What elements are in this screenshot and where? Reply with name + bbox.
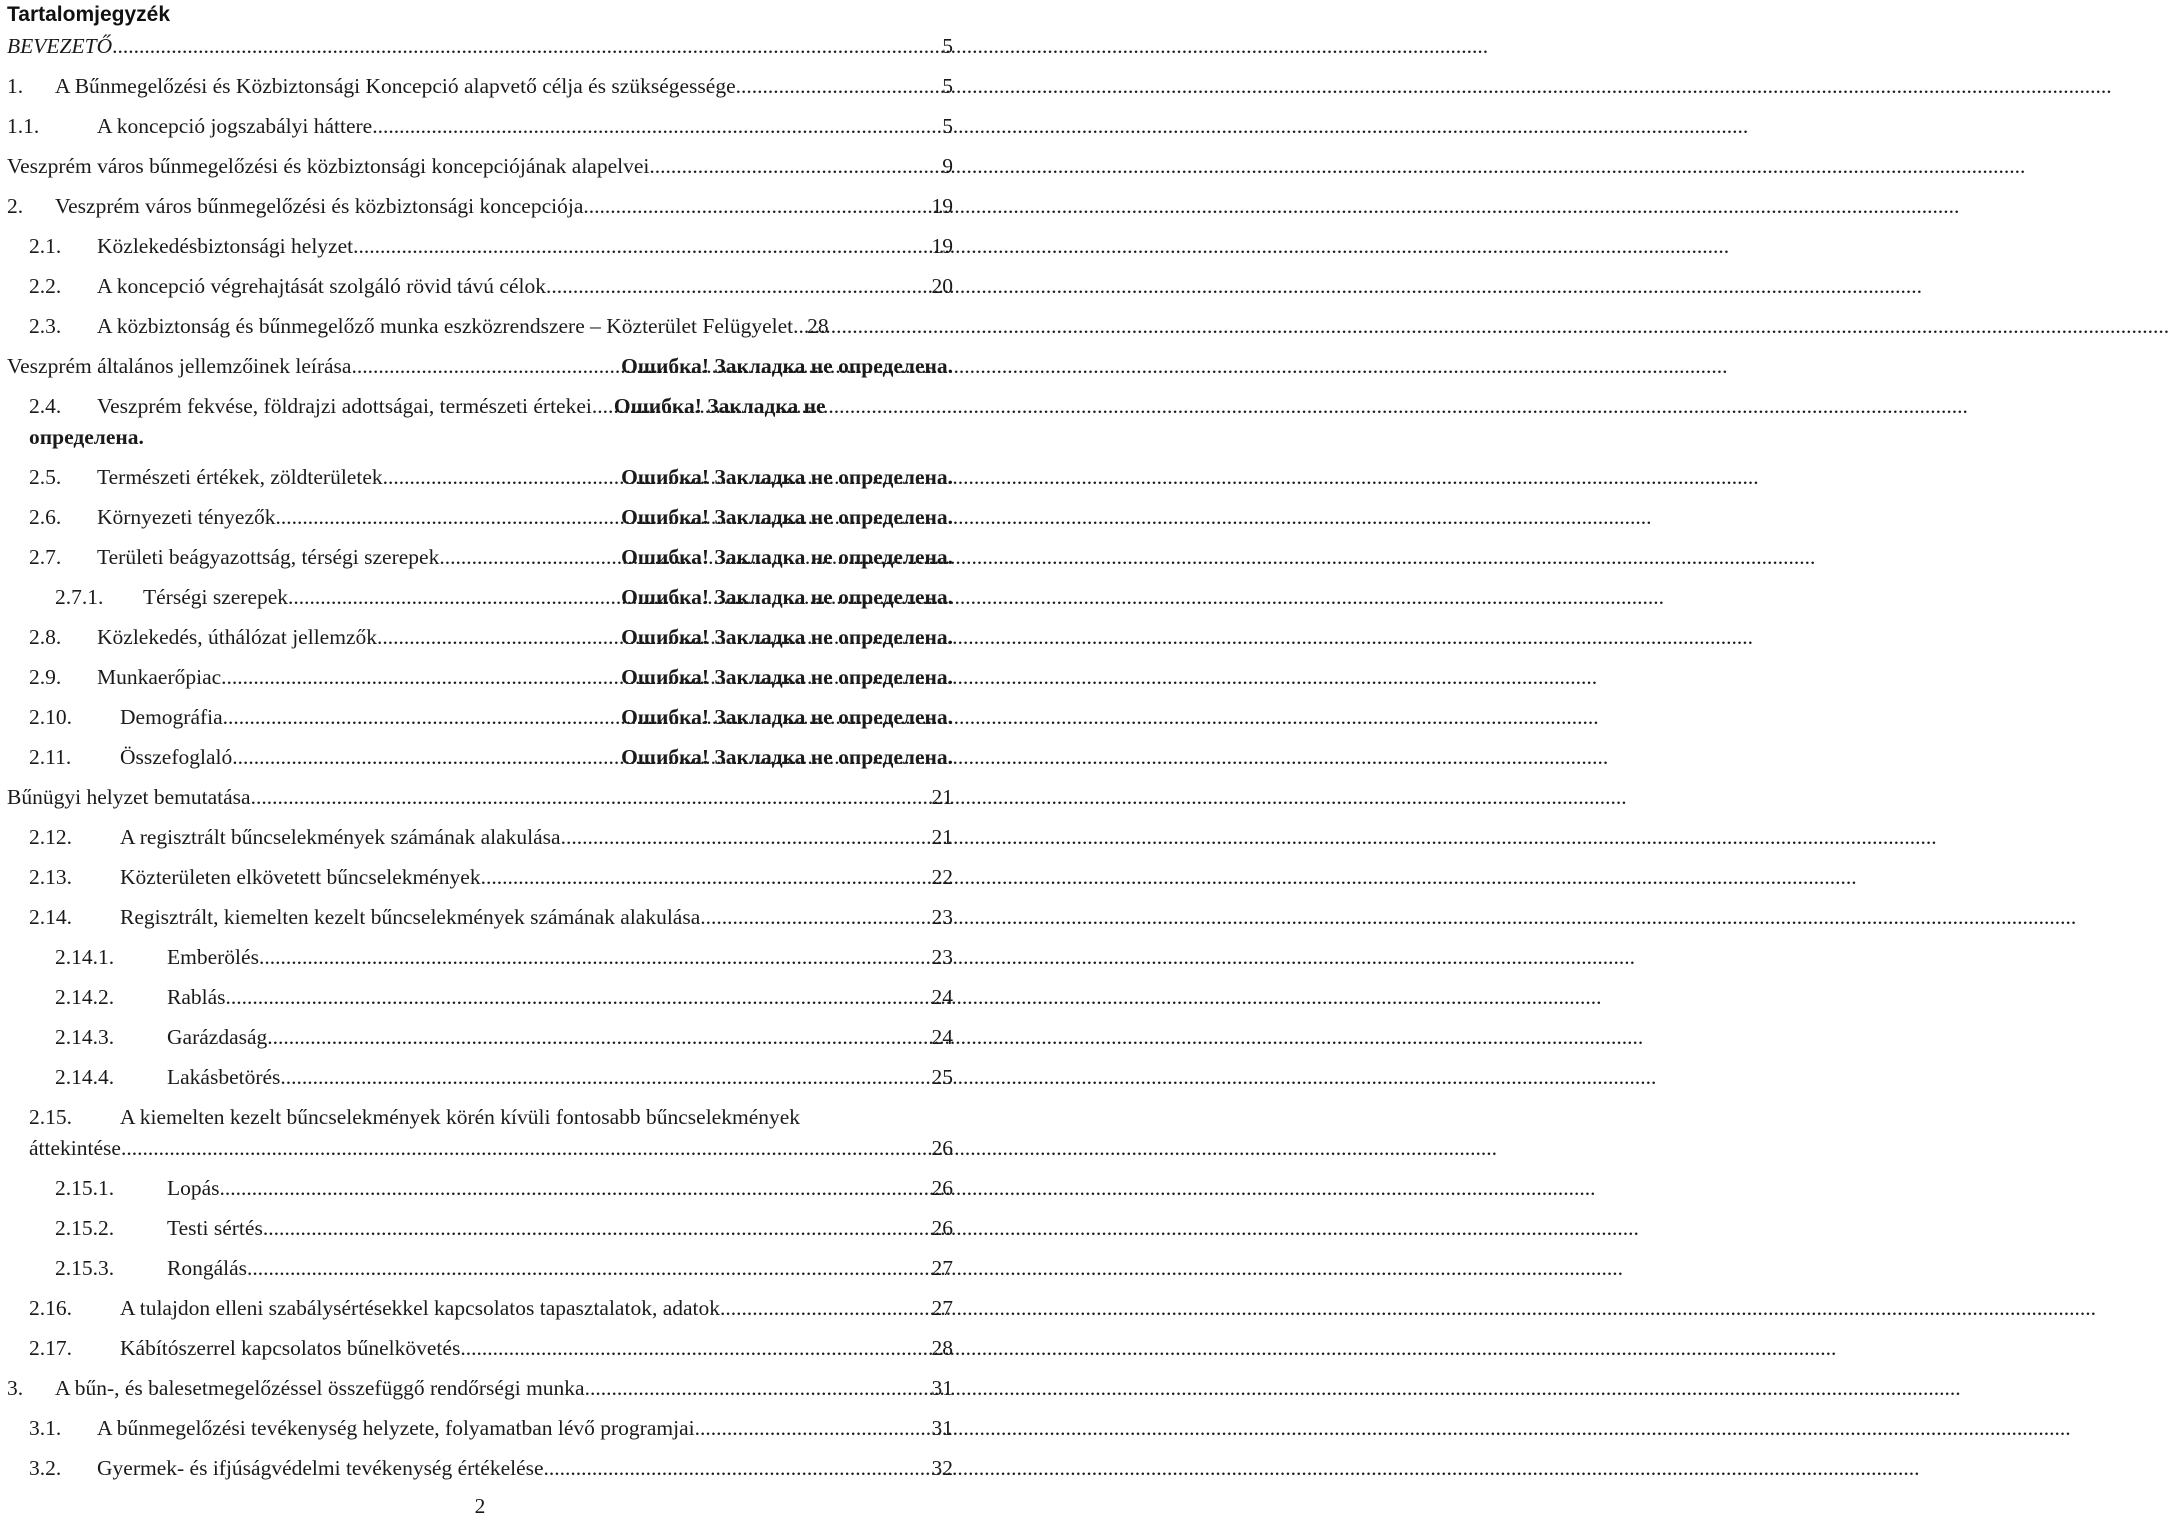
toc-entry-text: Rablás xyxy=(167,985,226,1009)
toc-entry-page: 24 xyxy=(931,1025,953,1049)
toc-entry-number: 3.1. xyxy=(29,1416,62,1440)
toc-entry-error: Ошибка! Закладка не определена. xyxy=(621,705,953,729)
toc-leader xyxy=(372,110,942,142)
toc-entry-text: A koncepció jogszabályi háttere xyxy=(97,114,373,138)
toc-leader xyxy=(481,861,932,893)
toc-entry-page: 31 xyxy=(931,1416,953,1440)
toc-entry-2-17[interactable] xyxy=(29,1332,953,1364)
toc-leader xyxy=(276,501,622,533)
toc-entry-page: 9 xyxy=(942,154,953,178)
toc-entry-text: A kiemelten kezelt bűncselekmények körén kívüli fontosabb bűncselekmények xyxy=(120,1105,801,1129)
toc-entry-text: Összefoglaló xyxy=(120,745,233,769)
toc-entry-2-3[interactable] xyxy=(29,310,953,342)
toc-entry-page: 32 xyxy=(931,1456,953,1480)
toc-entry-number: 2.7.1. xyxy=(55,585,104,609)
toc-entry-text: Veszprém város bűnmegelőzési és közbiztonsági koncepciójának alapelvei xyxy=(7,154,650,178)
toc-leader xyxy=(351,350,621,382)
toc-entry-2-15-3[interactable] xyxy=(55,1252,953,1284)
toc-leader xyxy=(793,310,807,342)
toc-entry-number: 2.14.2. xyxy=(55,985,115,1009)
toc-entry-2-4[interactable] xyxy=(29,390,953,422)
toc-entry-page: 28 xyxy=(931,1336,953,1360)
toc-leader xyxy=(232,741,621,773)
toc-entry-page: 21 xyxy=(931,825,953,849)
toc-entry-number: 2.5. xyxy=(29,465,62,489)
toc-entry-number: 2.1. xyxy=(29,234,62,258)
toc-entry-page: 5 xyxy=(942,34,953,58)
toc-entry-page: 24 xyxy=(931,985,953,1009)
toc-leader xyxy=(383,461,621,493)
toc-entry-number: 3.2. xyxy=(29,1456,62,1480)
toc-entry-error: Ошибка! Закладка не определена. xyxy=(621,354,953,378)
toc-entry-3-1[interactable] xyxy=(29,1412,953,1444)
toc-leader xyxy=(736,70,943,102)
toc-entry-page: 25 xyxy=(931,1065,953,1089)
toc-entry-error: Ошибка! Закладка не определена. xyxy=(621,505,953,529)
toc-entry-3-2[interactable] xyxy=(29,1452,953,1484)
toc-entry-page: 19 xyxy=(931,234,953,258)
toc-entry-2-14[interactable] xyxy=(29,901,953,933)
toc-entry-2-1[interactable] xyxy=(29,230,953,262)
toc-leader xyxy=(439,541,621,573)
toc-leader xyxy=(544,1452,932,1484)
toc-leader xyxy=(561,821,932,853)
toc-entry-number: 2.8. xyxy=(29,625,62,649)
toc-entry-error: Ошибка! Закладка не определена. xyxy=(621,625,953,649)
toc-entry-page: 28 xyxy=(807,314,829,338)
toc-entry-number: 2.9. xyxy=(29,665,62,689)
toc-leader xyxy=(720,1292,931,1324)
toc-entry-error: Ошибка! Закладка не определена. xyxy=(621,665,953,689)
toc-entry-text: A Bűnmegelőzési és Közbiztonsági Koncepció alapvető célja és szükségessége xyxy=(55,74,736,98)
page-number: 2 xyxy=(474,1494,486,1518)
toc-entry-page: 26 xyxy=(931,1216,953,1240)
toc-entry-text: Veszprém város bűnmegelőzési és közbiztonsági koncepciója xyxy=(55,194,584,218)
toc-entry-2-16[interactable] xyxy=(29,1292,953,1324)
toc-entry-2-15-1[interactable] xyxy=(55,1172,953,1204)
toc-entry-error: Ошибка! Закладка не определена. xyxy=(621,585,953,609)
toc-entry-number: 2.10. xyxy=(29,705,72,729)
toc-entry-text: A bűn-, és balesetmegelőzéssel összefüggő rendőrségi munka xyxy=(55,1376,585,1400)
toc-entry-2-13[interactable] xyxy=(29,861,953,893)
toc-entry-2-10[interactable] xyxy=(29,701,953,733)
toc-entry-number: 2.16. xyxy=(29,1296,72,1320)
toc-entry-2-9[interactable] xyxy=(29,661,953,693)
toc-entry-text: Kábítószerrel kapcsolatos bűnelkövetés xyxy=(120,1336,461,1360)
toc-entry-text: Természeti értékek, zöldterületek xyxy=(97,465,383,489)
toc-entry-number: 3. xyxy=(7,1376,24,1400)
toc-entry-2-11[interactable] xyxy=(29,741,953,773)
toc-entry-text: Bűnügyi helyzet bemutatása xyxy=(7,785,251,809)
toc-entry-text: A regisztrált bűncselekmények számának alakulása xyxy=(120,825,561,849)
toc-entry-page: 26 xyxy=(931,1176,953,1200)
toc-entry-2-15-continuation[interactable] xyxy=(29,1132,953,1164)
toc-entry-page: 5 xyxy=(942,74,953,98)
toc-entry-text: Garázdaság xyxy=(167,1025,268,1049)
toc-entry-page: 5 xyxy=(942,114,953,138)
toc-leader xyxy=(546,270,932,302)
toc-entry-number: 2.15.3. xyxy=(55,1256,115,1280)
toc-entry-2-14-4[interactable] xyxy=(55,1061,953,1093)
toc-entry-text: Közterületen elkövetett bűncselekmények xyxy=(120,865,481,889)
toc-leader xyxy=(288,581,621,613)
toc-entry-text: BEVEZETŐ xyxy=(7,34,113,58)
toc-leader xyxy=(460,1332,931,1364)
toc-entry-2-6[interactable] xyxy=(29,501,953,533)
toc-entry-page: 23 xyxy=(931,945,953,969)
toc-entry-number: 2.12. xyxy=(29,825,72,849)
toc-entry-text: A tulajdon elleni szabálysértésekkel kapcsolatos tapasztalatok, adatok xyxy=(120,1296,721,1320)
toc-entry-error: Ошибка! Закладка не определена. xyxy=(621,745,953,769)
toc-entry-page: 22 xyxy=(931,865,953,889)
toc-entry-text: Lakásbetörés xyxy=(167,1065,281,1089)
toc-entry-text: A bűnmegelőzési tevékenység helyzete, folyamatban lévő programjai xyxy=(97,1416,695,1440)
toc-entry-page: 31 xyxy=(931,1376,953,1400)
toc-entry-page: 20 xyxy=(931,274,953,298)
toc-entry-number: 2.14.3. xyxy=(55,1025,115,1049)
toc-leader xyxy=(649,150,942,182)
toc-entry-2-2[interactable] xyxy=(29,270,953,302)
toc-entry-error-continuation: определена. xyxy=(29,425,144,449)
toc-entry-text: Térségi szerepek xyxy=(143,585,289,609)
toc-entry-number: 2.4. xyxy=(29,394,62,418)
toc-entry-number: 2. xyxy=(7,194,24,218)
toc-entry-number: 1. xyxy=(7,74,24,98)
toc-entry-text: Veszprém fekvése, földrajzi adottságai, természeti értekei xyxy=(97,394,592,418)
toc-leader xyxy=(377,621,621,653)
toc-entry-text: Környezeti tényezők xyxy=(97,505,276,529)
toc-leader xyxy=(223,701,621,733)
toc-entry-bevezeto[interactable] xyxy=(7,30,953,62)
toc-entry-number: 2.17. xyxy=(29,1336,72,1360)
toc-leader xyxy=(353,230,931,262)
toc-entry-text-continuation: áttekintése xyxy=(29,1136,121,1160)
toc-entry-page: 27 xyxy=(931,1256,953,1280)
toc-entry-1[interactable] xyxy=(7,70,953,102)
toc-entry-number: 2.14.4. xyxy=(55,1065,115,1089)
toc-leader xyxy=(226,981,932,1013)
toc-leader xyxy=(695,1412,932,1444)
toc-leader xyxy=(267,1021,931,1053)
toc-leader xyxy=(280,1061,931,1093)
toc-leader xyxy=(112,30,942,62)
toc-leader xyxy=(220,1172,932,1204)
toc-entry-text: Testi sértés xyxy=(167,1216,263,1240)
toc-entry-number: 2.7. xyxy=(29,545,62,569)
toc-entry-text: Veszprém általános jellemzőinek leírása xyxy=(7,354,352,378)
toc-entry-2-12[interactable] xyxy=(29,821,953,853)
toc-entry-bunugyi[interactable] xyxy=(7,781,953,813)
toc-leader xyxy=(263,1212,932,1244)
toc-entry-2-15-2[interactable] xyxy=(55,1212,953,1244)
toc-entry-2-14-1[interactable] xyxy=(55,941,953,973)
toc-entry-number: 2.13. xyxy=(29,865,72,889)
toc-entry-alapelvei[interactable] xyxy=(7,150,953,182)
toc-entry-error: Ошибка! Закладка не определена. xyxy=(621,465,953,489)
toc-entry-text: A közbiztonság és bűnmegelőző munka eszközrendszere – Közterület Felügyelet xyxy=(97,314,794,338)
toc-entry-page: 27 xyxy=(931,1296,953,1320)
toc-entry-text: Munkaerőpiac xyxy=(97,665,222,689)
toc-entry-number: 2.14. xyxy=(29,905,72,929)
toc-entry-2-14-3[interactable] xyxy=(55,1021,953,1053)
toc-entry-text: Emberölés xyxy=(167,945,259,969)
toc-entry-page: 19 xyxy=(931,194,953,218)
toc-entry-text: Demográfia xyxy=(120,705,223,729)
toc-entry-number: 2.3. xyxy=(29,314,62,338)
toc-entry-2[interactable] xyxy=(7,190,953,222)
toc-entry-number: 2.14.1. xyxy=(55,945,115,969)
toc-entry-2-8[interactable] xyxy=(29,621,953,653)
toc-leader xyxy=(259,941,932,973)
toc-entry-number: 2.6. xyxy=(29,505,62,529)
toc-leader xyxy=(700,901,931,933)
toc-entry-page: 23 xyxy=(931,905,953,929)
toc-leader xyxy=(221,661,621,693)
toc-entry-text: Közlekedés, úthálózat jellemzők xyxy=(97,625,377,649)
toc-entry-number: 2.15. xyxy=(29,1105,72,1129)
toc-entry-text: A koncepció végrehajtását szolgáló rövid távú célok xyxy=(97,274,546,298)
toc-entry-altalanos[interactable] xyxy=(7,350,953,382)
toc-entry-error: Ошибка! Закладка не xyxy=(613,394,826,418)
toc-entry-2-14-2[interactable] xyxy=(55,981,953,1013)
toc-leader xyxy=(585,1372,932,1404)
toc-entry-text: Lopás xyxy=(167,1176,220,1200)
toc-entry-text: Gyermek- és ifjúságvédelmi tevékenység értékelése xyxy=(97,1456,544,1480)
toc-leader xyxy=(583,190,931,222)
toc-entry-3[interactable] xyxy=(7,1372,953,1404)
toc-entry-1-1[interactable] xyxy=(7,110,953,142)
toc-entry-2-5[interactable] xyxy=(29,461,953,493)
toc-leader xyxy=(592,390,614,422)
toc-leader xyxy=(251,781,932,813)
toc-entry-number: 1.1. xyxy=(7,114,40,138)
toc-heading: Tartalomjegyzék xyxy=(7,3,171,26)
toc-entry-number: 2.15.2. xyxy=(55,1216,115,1240)
toc-entry-2-7[interactable] xyxy=(29,541,953,573)
toc-entry-text: Közlekedésbiztonsági helyzet xyxy=(97,234,354,258)
toc-leader xyxy=(247,1252,931,1284)
toc-entry-error: Ошибка! Закладка не определена. xyxy=(621,545,953,569)
toc-entry-number: 2.2. xyxy=(29,274,62,298)
toc-entry-text: Területi beágyazottság, térségi szerepek xyxy=(97,545,440,569)
toc-entry-2-7-1[interactable] xyxy=(55,581,953,613)
toc-entry-text: Regisztrált, kiemelten kezelt bűncselekmények számának alakulása xyxy=(120,905,701,929)
toc-entry-page: 26 xyxy=(931,1136,953,1160)
toc-entry-number: 2.15.1. xyxy=(55,1176,115,1200)
toc-entry-2-15[interactable] xyxy=(29,1101,953,1133)
toc-entry-text: Rongálás xyxy=(167,1256,248,1280)
toc-leader xyxy=(121,1132,932,1164)
toc-entry-number: 2.11. xyxy=(29,745,72,769)
toc-entry-page: 21 xyxy=(931,785,953,809)
